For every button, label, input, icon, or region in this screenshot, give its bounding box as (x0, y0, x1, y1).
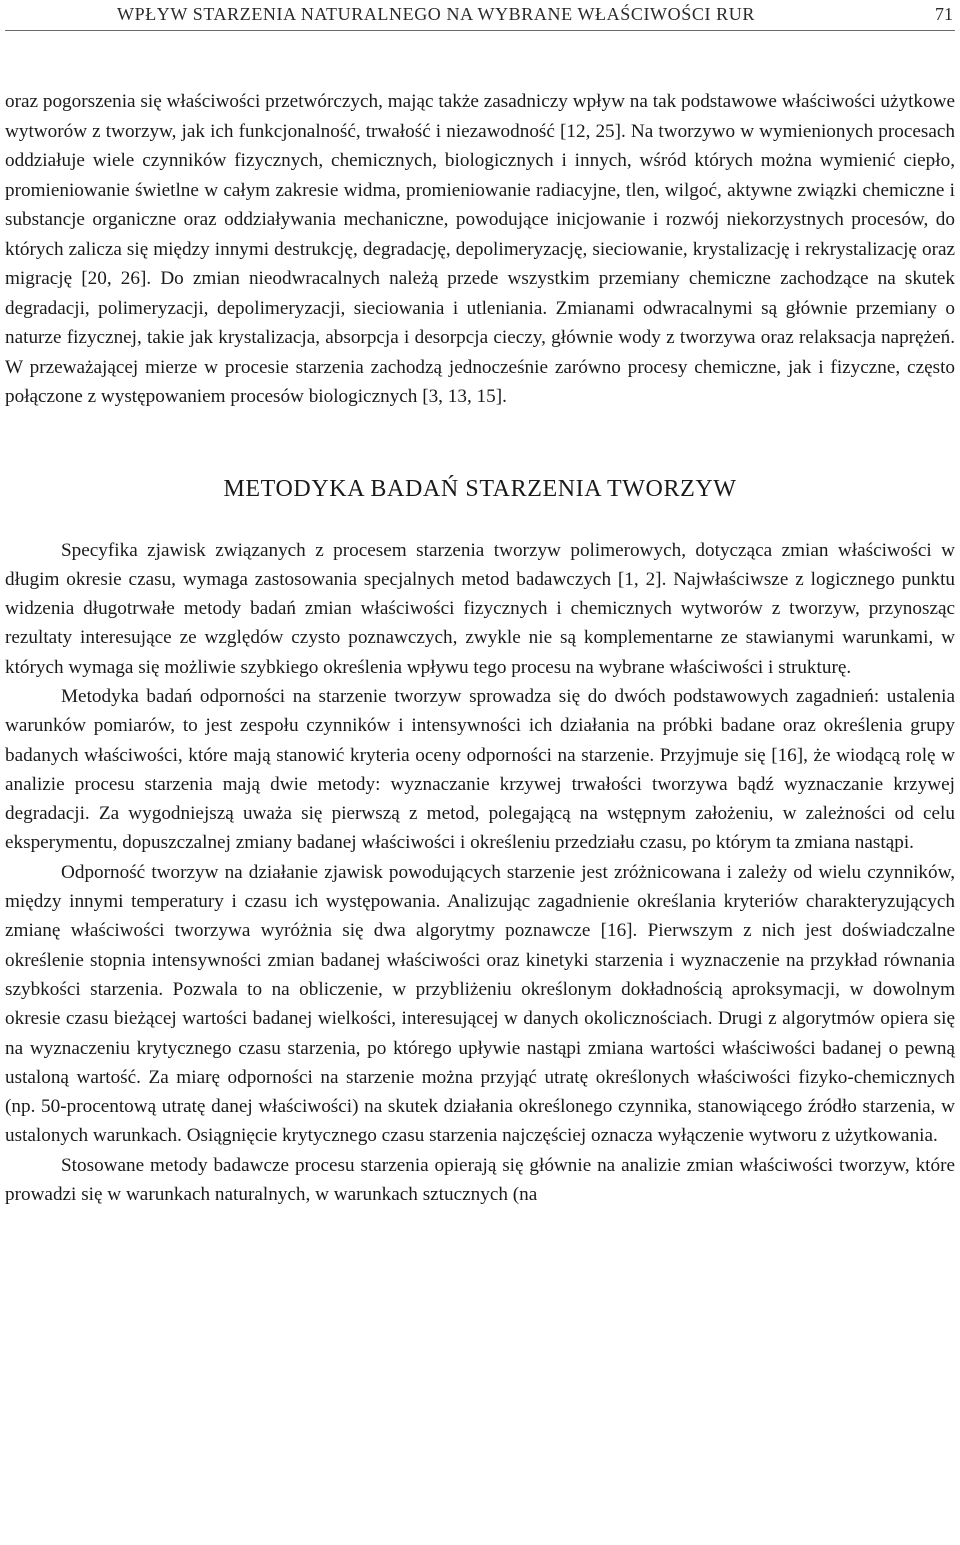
document-page (5, 0, 955, 1209)
paragraph: Odporność tworzyw na działanie zjawisk powodujących starzenie jest zróżnicowana i zależy od wielu czynników, między innymi temperatury i czasu ich występowania. Analizując zagadnienie określania kryteriów charakteryzujących zmianę właściwości tworzywa wyróżnia się dwa algorytmy poznawcze [16]. Pierwszym z nich jest doświadczalne określenie stopnia intensywności zmian badanej właściwości oraz kinetyki starzenia i wyznaczenie na przykład równania szybkości starzenia. Pozwala to na obliczenie, w przybliżeniu określonym dokładnością aproksymacji, w dowolnym okresie czasu bieżącej wartości badanej wielkości, interesującej w danych okolicznościach. Drugi z algorytmów opiera się na wyznaczeniu krytycznego czasu starzenia, po którego upływie nastąpi zmiana wartości właściwości badanej o pewną ustaloną wartość. Za miarę odporności na starzenie można przyjąć utratę określonych właściwości fizyko-chemicznych (np. 50-procentową utratę danej właściwości) na skutek działania określonego czynnika, stanowiącego źródło starzenia, w ustalonych warunkach. Osiągnięcie krytycznego czasu starzenia najczęściej oznacza wyłączenie wytworu z użytkowania. (5, 861, 955, 1147)
paragraph: Specyfika zjawisk związanych z procesem starzenia tworzyw polimerowych, dotycząca zmian właściwości w długim okresie czasu, wymaga zastosowania specjalnych metod badawczych [1, 2]. Najwłaściwsze z logicznego punktu widzenia długotrwałe metody badań zmian właściwości fizycznych i chemicznych wytworów z tworzyw, przynosząc rezultaty interesujące ze względów czysto poznawczych, zwykle nie są komplementarne ze stawianymi warunkami, w których wymaga się możliwie szybkiego określenia wpływu tego procesu na wybrane właściwości i strukturę. (5, 539, 955, 678)
intro-text (5, 87, 955, 412)
running-header (5, 0, 955, 31)
page-number: 71 (935, 4, 953, 24)
section-body (5, 536, 955, 1210)
paragraph: oraz pogorszenia się właściwości przetwórczych, mając także zasadniczy wpływ na tak podstawowe właściwości użytkowe wytworów z tworzyw, jak ich funkcjonalność, trwałość i niezawodność [12, 25]. Na tworzywo w wymienionych procesach oddziałuje wiele czynników fizycznych, chemicznych, biologicznych i innych, wśród których można wymienić ciepło, promieniowanie świetlne w całym zakresie widma, promieniowanie radiacyjne, tlen, wilgoć, aktywne związki chemiczne i substancje organiczne oraz oddziaływania mechaniczne, powodujące inicjowanie i rozwój niekorzystnych procesów, do których zalicza się między innymi destrukcję, degradację, depolimeryzację, sieciowanie, krystalizację i rekrystalizację oraz migrację [20, 26]. Do zmian nieodwracalnych należą przede wszystkim przemiany chemiczne zachodzące na skutek degradacji, polimeryzacji, depolimeryzacji, sieciowania i utleniania. Zmianami odwracalnymi są głównie przemiany o naturze fizycznej, takie jak krystalizacja, absorpcja i desorpcja cieczy, głównie wody z tworzywa oraz relaksacja naprężeń. W przeważającej mierze w procesie starzenia zachodzą jednocześnie zarówno procesy chemiczne, jak i fizyczne, często połączone z występowaniem procesów biologicznych [3, 13, 15]. (5, 91, 955, 407)
running-title: WPŁYW STARZENIA NATURALNEGO NA WYBRANE WŁAŚCIWOŚCI RUR (117, 4, 755, 24)
paragraph: Stosowane metody badawcze procesu starzenia opierają się głównie na analizie zmian właściwości tworzyw, które prowadzi się w warunkach naturalnych, w warunkach sztucznych (na (5, 1154, 955, 1206)
section-heading: METODYKA BADAŃ STARZENIA TWORZYW (223, 475, 737, 502)
paragraph: Metodyka badań odporności na starzenie tworzyw sprowadza się do dwóch podstawowych zagadnień: ustalenia warunków pomiarów, to jest zespołu czynników i intensywności ich działania na próbki badane oraz określenia grupy badanych właściwości, które mają stanowić kryteria oceny odporności na starzenie. Przyjmuje się [16], że wiodącą rolę w analizie procesu starzenia mają dwie metody: wyznaczanie krzywej trwałości tworzywa bądź wyznaczanie krzywej degradacji. Za wygodniejszą uważa się pierwszą z metod, polegającą na wstępnym założeniu, w zależności od celu eksperymentu, dopuszczalnej zmiany badanej właściwości i określeniu przedziału czasu, po którym ta zmiana nastąpi. (5, 685, 955, 854)
